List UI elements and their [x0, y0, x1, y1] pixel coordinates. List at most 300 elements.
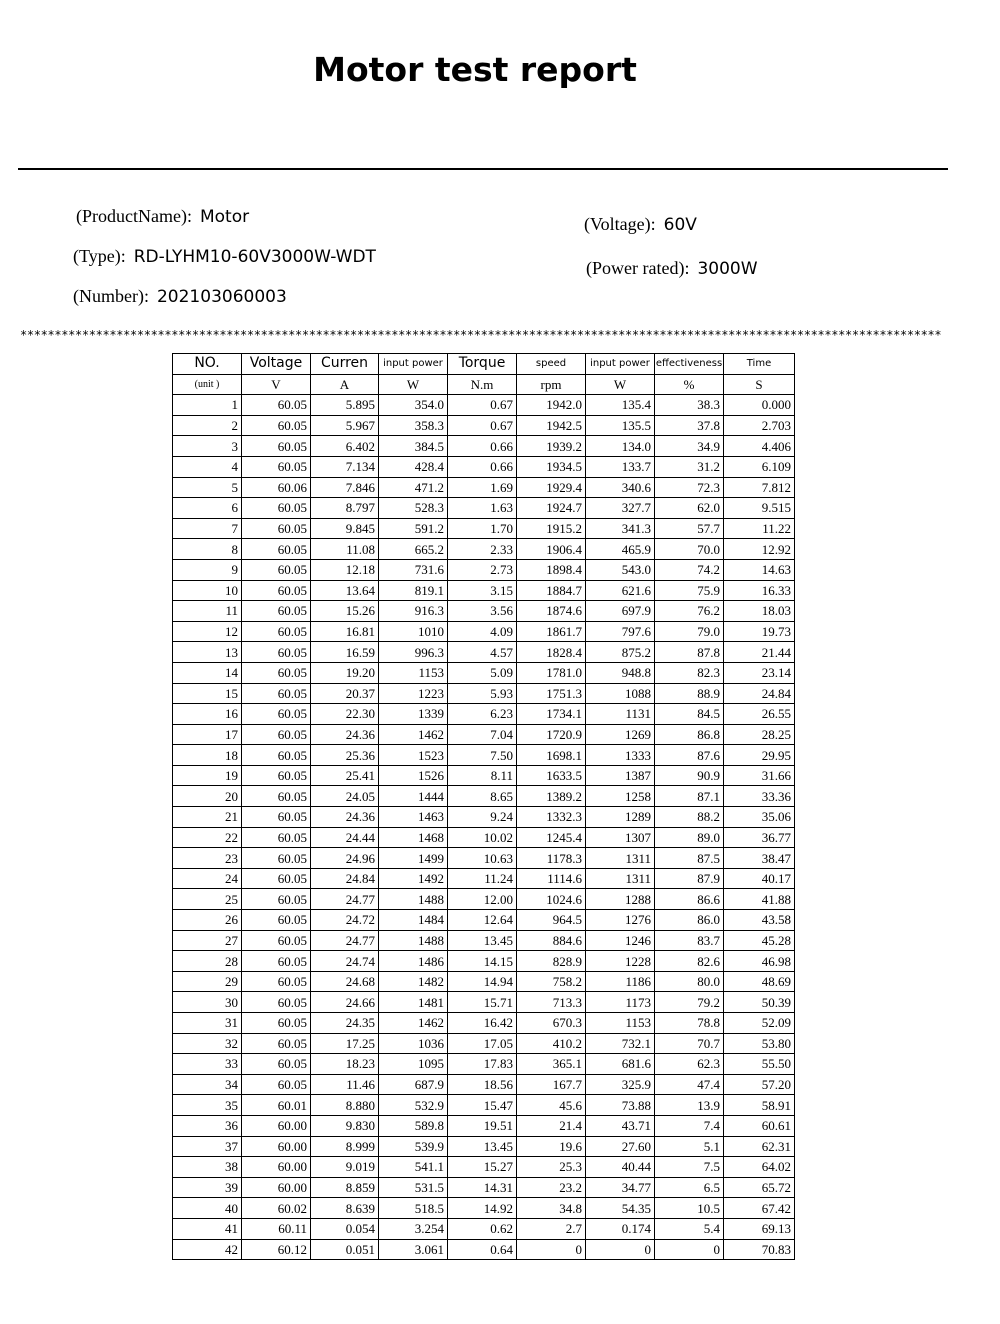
table-cell: 60.05 — [242, 786, 311, 807]
asterisk-separator: ************************************************************************************************************************************** — [20, 328, 942, 342]
table-cell: 1387 — [586, 765, 655, 786]
table-cell: 713.3 — [517, 992, 586, 1013]
table-row — [173, 601, 795, 622]
table-cell: 60.05 — [242, 930, 311, 951]
table-cell: 1934.5 — [517, 456, 586, 477]
table-cell: 31 — [173, 1013, 242, 1034]
table-cell: 60.05 — [242, 1033, 311, 1054]
table-cell: 60.05 — [242, 456, 311, 477]
header-row — [173, 354, 795, 375]
table-row — [173, 456, 795, 477]
table-cell: 14 — [173, 662, 242, 683]
number-field — [73, 286, 287, 307]
table-cell: 1246 — [586, 930, 655, 951]
table-cell: 25 — [173, 889, 242, 910]
table-cell: 1245.4 — [517, 827, 586, 848]
table-cell: 1258 — [586, 786, 655, 807]
table-cell: 26 — [173, 910, 242, 931]
table-cell: 1526 — [379, 765, 448, 786]
table-cell: 87.6 — [655, 745, 724, 766]
table-cell: 16.59 — [311, 642, 379, 663]
table-cell: 21.4 — [517, 1115, 586, 1136]
table-cell: 50.39 — [724, 992, 795, 1013]
table-cell: 1307 — [586, 827, 655, 848]
table-cell: 72.3 — [655, 477, 724, 498]
table-row — [173, 910, 795, 931]
table-cell: 7.5 — [655, 1157, 724, 1178]
table-cell: 7.4 — [655, 1115, 724, 1136]
product-name-value: Motor — [199, 207, 250, 227]
header-cell: input power — [586, 354, 655, 375]
table-cell: 60.00 — [242, 1115, 311, 1136]
table-cell: 1 — [173, 395, 242, 416]
table-cell: 25.41 — [311, 765, 379, 786]
table-cell: 34.77 — [586, 1177, 655, 1198]
table-cell: 8.880 — [311, 1095, 379, 1116]
table-cell: 84.5 — [655, 704, 724, 725]
table-cell: 15.26 — [311, 601, 379, 622]
table-row — [173, 642, 795, 663]
table-cell: 60.05 — [242, 642, 311, 663]
table-cell: 34 — [173, 1074, 242, 1095]
table-cell: 69.13 — [724, 1218, 795, 1239]
table-row — [173, 992, 795, 1013]
table-cell: 1178.3 — [517, 848, 586, 869]
table-cell: 670.3 — [517, 1013, 586, 1034]
table-cell: 16.42 — [448, 1013, 517, 1034]
table-cell: 55.50 — [724, 1054, 795, 1075]
table-cell: 13.9 — [655, 1095, 724, 1116]
table-cell: 60.05 — [242, 889, 311, 910]
table-cell: 0.66 — [448, 436, 517, 457]
table-cell: 14.63 — [724, 559, 795, 580]
table-cell: 1924.7 — [517, 498, 586, 519]
table-row — [173, 415, 795, 436]
unit-cell: (unit ) — [173, 374, 242, 395]
table-cell: 0.000 — [724, 395, 795, 416]
table-cell: 15.71 — [448, 992, 517, 1013]
table-cell: 13 — [173, 642, 242, 663]
table-row — [173, 621, 795, 642]
header-cell: NO. — [173, 354, 242, 375]
table-cell: 14.31 — [448, 1177, 517, 1198]
table-cell: 1339 — [379, 704, 448, 725]
table-row — [173, 1115, 795, 1136]
table-cell: 0.67 — [448, 415, 517, 436]
table-cell: 60.06 — [242, 477, 311, 498]
table-cell: 758.2 — [517, 971, 586, 992]
table-cell: 82.6 — [655, 951, 724, 972]
table-cell: 884.6 — [517, 930, 586, 951]
table-cell: 1481 — [379, 992, 448, 1013]
table-cell: 25.3 — [517, 1157, 586, 1178]
table-cell: 40 — [173, 1198, 242, 1219]
table-cell: 60.05 — [242, 436, 311, 457]
table-cell: 1939.2 — [517, 436, 586, 457]
table-cell: 24.66 — [311, 992, 379, 1013]
table-row — [173, 1177, 795, 1198]
table-cell: 0.66 — [448, 456, 517, 477]
table-cell: 7.50 — [448, 745, 517, 766]
table-cell: 797.6 — [586, 621, 655, 642]
table-cell: 13.45 — [448, 930, 517, 951]
table-cell: 60.05 — [242, 539, 311, 560]
table-cell: 19.51 — [448, 1115, 517, 1136]
table-cell: 0.051 — [311, 1239, 379, 1260]
table-row — [173, 827, 795, 848]
table-cell: 58.91 — [724, 1095, 795, 1116]
table-cell: 65.72 — [724, 1177, 795, 1198]
table-cell: 57.7 — [655, 518, 724, 539]
table-cell: 89.0 — [655, 827, 724, 848]
table-row — [173, 889, 795, 910]
table-cell: 325.9 — [586, 1074, 655, 1095]
table-cell: 79.0 — [655, 621, 724, 642]
table-cell: 19.6 — [517, 1136, 586, 1157]
table-cell: 29 — [173, 971, 242, 992]
table-cell: 1828.4 — [517, 642, 586, 663]
table-cell: 819.1 — [379, 580, 448, 601]
table-cell: 8.999 — [311, 1136, 379, 1157]
table-cell: 0 — [655, 1239, 724, 1260]
table-cell: 83.7 — [655, 930, 724, 951]
table-row — [173, 498, 795, 519]
table-cell: 60.05 — [242, 827, 311, 848]
table-cell: 78.8 — [655, 1013, 724, 1034]
table-cell: 532.9 — [379, 1095, 448, 1116]
table-row — [173, 1013, 795, 1034]
table-cell: 10 — [173, 580, 242, 601]
table-cell: 3.15 — [448, 580, 517, 601]
table-cell: 471.2 — [379, 477, 448, 498]
table-cell: 38.47 — [724, 848, 795, 869]
table-cell: 1861.7 — [517, 621, 586, 642]
table-cell: 1024.6 — [517, 889, 586, 910]
table-cell: 24.74 — [311, 951, 379, 972]
table-cell: 24.96 — [311, 848, 379, 869]
table-cell: 12 — [173, 621, 242, 642]
table-cell: 6.5 — [655, 1177, 724, 1198]
table-cell: 2 — [173, 415, 242, 436]
table-cell: 1153 — [379, 662, 448, 683]
table-cell: 697.9 — [586, 601, 655, 622]
table-cell: 28 — [173, 951, 242, 972]
table-cell: 11 — [173, 601, 242, 622]
power-rated-value: 3000W — [697, 259, 758, 279]
table-cell: 45.28 — [724, 930, 795, 951]
table-cell: 27 — [173, 930, 242, 951]
unit-cell: W — [379, 374, 448, 395]
table-cell: 1223 — [379, 683, 448, 704]
table-cell: 8.639 — [311, 1198, 379, 1219]
table-cell: 681.6 — [586, 1054, 655, 1075]
table-cell: 37 — [173, 1136, 242, 1157]
table-cell: 60.05 — [242, 745, 311, 766]
table-cell: 134.0 — [586, 436, 655, 457]
product-name-label: (ProductName): — [76, 206, 192, 226]
power-rated-field — [586, 258, 758, 279]
unit-cell: S — [724, 374, 795, 395]
table-cell: 358.3 — [379, 415, 448, 436]
table-cell: 1462 — [379, 1013, 448, 1034]
table-cell: 10.5 — [655, 1198, 724, 1219]
table-cell: 52.09 — [724, 1013, 795, 1034]
table-row — [173, 1033, 795, 1054]
table-cell: 87.8 — [655, 642, 724, 663]
table-cell: 17 — [173, 724, 242, 745]
table-cell: 1781.0 — [517, 662, 586, 683]
table-cell: 24.36 — [311, 724, 379, 745]
table-cell: 1915.2 — [517, 518, 586, 539]
table-cell: 1929.4 — [517, 477, 586, 498]
table-cell: 21.44 — [724, 642, 795, 663]
table-cell: 7.04 — [448, 724, 517, 745]
table-cell: 40.17 — [724, 868, 795, 889]
table-cell: 39 — [173, 1177, 242, 1198]
table-cell: 4 — [173, 456, 242, 477]
table-cell: 1444 — [379, 786, 448, 807]
table-cell: 7.812 — [724, 477, 795, 498]
table-cell: 60.05 — [242, 498, 311, 519]
table-cell: 8.65 — [448, 786, 517, 807]
table-cell: 23.2 — [517, 1177, 586, 1198]
table-cell: 327.7 — [586, 498, 655, 519]
table-cell: 46.98 — [724, 951, 795, 972]
table-cell: 26.55 — [724, 704, 795, 725]
table-cell: 60.05 — [242, 992, 311, 1013]
table-row — [173, 786, 795, 807]
table-cell: 1186 — [586, 971, 655, 992]
table-cell: 80.0 — [655, 971, 724, 992]
table-cell: 8 — [173, 539, 242, 560]
table-row — [173, 1239, 795, 1260]
table-cell: 17.25 — [311, 1033, 379, 1054]
table-cell: 14.92 — [448, 1198, 517, 1219]
table-cell: 133.7 — [586, 456, 655, 477]
table-cell: 12.00 — [448, 889, 517, 910]
table-row — [173, 662, 795, 683]
table-row — [173, 1095, 795, 1116]
table-cell: 24.84 — [311, 868, 379, 889]
table-cell: 528.3 — [379, 498, 448, 519]
table-cell: 28.25 — [724, 724, 795, 745]
table-cell: 9.019 — [311, 1157, 379, 1178]
table-cell: 19.73 — [724, 621, 795, 642]
table-cell: 1088 — [586, 683, 655, 704]
table-cell: 1095 — [379, 1054, 448, 1075]
table-cell: 15 — [173, 683, 242, 704]
table-cell: 70.7 — [655, 1033, 724, 1054]
table-cell: 36 — [173, 1115, 242, 1136]
table-cell: 1289 — [586, 807, 655, 828]
table-row — [173, 683, 795, 704]
table-cell: 1488 — [379, 889, 448, 910]
table-cell: 57.20 — [724, 1074, 795, 1095]
table-cell: 24.77 — [311, 930, 379, 951]
table-cell: 3.56 — [448, 601, 517, 622]
table-row — [173, 1054, 795, 1075]
table-cell: 0 — [517, 1239, 586, 1260]
table-cell: 1153 — [586, 1013, 655, 1034]
table-cell: 1884.7 — [517, 580, 586, 601]
table-cell: 18.56 — [448, 1074, 517, 1095]
table-cell: 5.967 — [311, 415, 379, 436]
table-cell: 60.05 — [242, 724, 311, 745]
title-divider — [18, 168, 948, 170]
table-cell: 24.84 — [724, 683, 795, 704]
table-cell: 1463 — [379, 807, 448, 828]
unit-cell: V — [242, 374, 311, 395]
number-label: (Number): — [73, 286, 149, 306]
table-cell: 18.23 — [311, 1054, 379, 1075]
table-cell: 19 — [173, 765, 242, 786]
header-cell: Time — [724, 354, 795, 375]
table-row — [173, 539, 795, 560]
table-cell: 88.9 — [655, 683, 724, 704]
table-cell: 1276 — [586, 910, 655, 931]
table-cell: 60.00 — [242, 1136, 311, 1157]
table-cell: 1942.0 — [517, 395, 586, 416]
table-cell: 60.61 — [724, 1115, 795, 1136]
header-cell: effectiveness — [655, 354, 724, 375]
table-cell: 687.9 — [379, 1074, 448, 1095]
table-cell: 74.2 — [655, 559, 724, 580]
table-cell: 23 — [173, 848, 242, 869]
table-cell: 70.83 — [724, 1239, 795, 1260]
table-row — [173, 848, 795, 869]
table-cell: 2.703 — [724, 415, 795, 436]
table-cell: 64.02 — [724, 1157, 795, 1178]
table-cell: 24.35 — [311, 1013, 379, 1034]
table-cell: 60.05 — [242, 415, 311, 436]
table-cell: 12.64 — [448, 910, 517, 931]
unit-row — [173, 374, 795, 395]
table-row — [173, 765, 795, 786]
table-cell: 4.57 — [448, 642, 517, 663]
table-row — [173, 1074, 795, 1095]
table-cell: 60.05 — [242, 1074, 311, 1095]
table-cell: 11.24 — [448, 868, 517, 889]
table-cell: 32 — [173, 1033, 242, 1054]
table-cell: 70.0 — [655, 539, 724, 560]
table-cell: 3.061 — [379, 1239, 448, 1260]
table-cell: 7.846 — [311, 477, 379, 498]
table-cell: 47.4 — [655, 1074, 724, 1095]
table-cell: 1482 — [379, 971, 448, 992]
table-cell: 11.46 — [311, 1074, 379, 1095]
table-cell: 539.9 — [379, 1136, 448, 1157]
table-row — [173, 1136, 795, 1157]
table-row — [173, 868, 795, 889]
table-cell: 33.36 — [724, 786, 795, 807]
table-cell: 167.7 — [517, 1074, 586, 1095]
table-cell: 0.054 — [311, 1218, 379, 1239]
table-cell: 7 — [173, 518, 242, 539]
table-cell: 5.09 — [448, 662, 517, 683]
header-cell: speed — [517, 354, 586, 375]
table-cell: 24 — [173, 868, 242, 889]
table-cell: 1499 — [379, 848, 448, 869]
header-cell: input power — [379, 354, 448, 375]
table-cell: 341.3 — [586, 518, 655, 539]
unit-cell: N.m — [448, 374, 517, 395]
table-cell: 7.134 — [311, 456, 379, 477]
power-rated-label: (Power rated): — [586, 258, 690, 278]
table-cell: 79.2 — [655, 992, 724, 1013]
table-cell: 1114.6 — [517, 868, 586, 889]
table-cell: 17.83 — [448, 1054, 517, 1075]
table-cell: 9 — [173, 559, 242, 580]
table-cell: 36.77 — [724, 827, 795, 848]
table-cell: 6.23 — [448, 704, 517, 725]
table-cell: 916.3 — [379, 601, 448, 622]
table-cell: 10.02 — [448, 827, 517, 848]
table-cell: 9.515 — [724, 498, 795, 519]
table-cell: 62.3 — [655, 1054, 724, 1075]
table-cell: 518.5 — [379, 1198, 448, 1219]
table-cell: 41.88 — [724, 889, 795, 910]
voltage-value: 60V — [663, 215, 697, 235]
table-cell: 1462 — [379, 724, 448, 745]
table-cell: 23.14 — [724, 662, 795, 683]
table-cell: 1036 — [379, 1033, 448, 1054]
table-cell: 82.3 — [655, 662, 724, 683]
table-cell: 5 — [173, 477, 242, 498]
table-cell: 38.3 — [655, 395, 724, 416]
table-row — [173, 559, 795, 580]
table-cell: 60.05 — [242, 518, 311, 539]
table-cell: 531.5 — [379, 1177, 448, 1198]
table-cell: 410.2 — [517, 1033, 586, 1054]
table-cell: 4.09 — [448, 621, 517, 642]
table-cell: 34.9 — [655, 436, 724, 457]
table-cell: 62.0 — [655, 498, 724, 519]
table-cell: 53.80 — [724, 1033, 795, 1054]
table-cell: 12.18 — [311, 559, 379, 580]
table-cell: 60.05 — [242, 662, 311, 683]
table-cell: 0 — [586, 1239, 655, 1260]
table-row — [173, 436, 795, 457]
table-cell: 1228 — [586, 951, 655, 972]
table-row — [173, 930, 795, 951]
table-cell: 8.11 — [448, 765, 517, 786]
table-cell: 5.93 — [448, 683, 517, 704]
unit-cell: rpm — [517, 374, 586, 395]
table-row — [173, 704, 795, 725]
table-cell: 465.9 — [586, 539, 655, 560]
page-title: Motor test report — [313, 50, 637, 89]
table-cell: 384.5 — [379, 436, 448, 457]
table-cell: 35 — [173, 1095, 242, 1116]
table-cell: 354.0 — [379, 395, 448, 416]
table-cell: 1131 — [586, 704, 655, 725]
table-cell: 1486 — [379, 951, 448, 972]
table-cell: 24.44 — [311, 827, 379, 848]
table-cell: 86.8 — [655, 724, 724, 745]
table-cell: 24.68 — [311, 971, 379, 992]
table-cell: 731.6 — [379, 559, 448, 580]
table-cell: 5.895 — [311, 395, 379, 416]
type-value: RD-LYHM10-60V3000W-WDT — [133, 247, 376, 267]
table-cell: 1311 — [586, 868, 655, 889]
table-cell: 3.254 — [379, 1218, 448, 1239]
table-cell: 591.2 — [379, 518, 448, 539]
table-row — [173, 951, 795, 972]
table-cell: 43.71 — [586, 1115, 655, 1136]
table-cell: 20 — [173, 786, 242, 807]
table-cell: 1.63 — [448, 498, 517, 519]
table-cell: 2.7 — [517, 1218, 586, 1239]
